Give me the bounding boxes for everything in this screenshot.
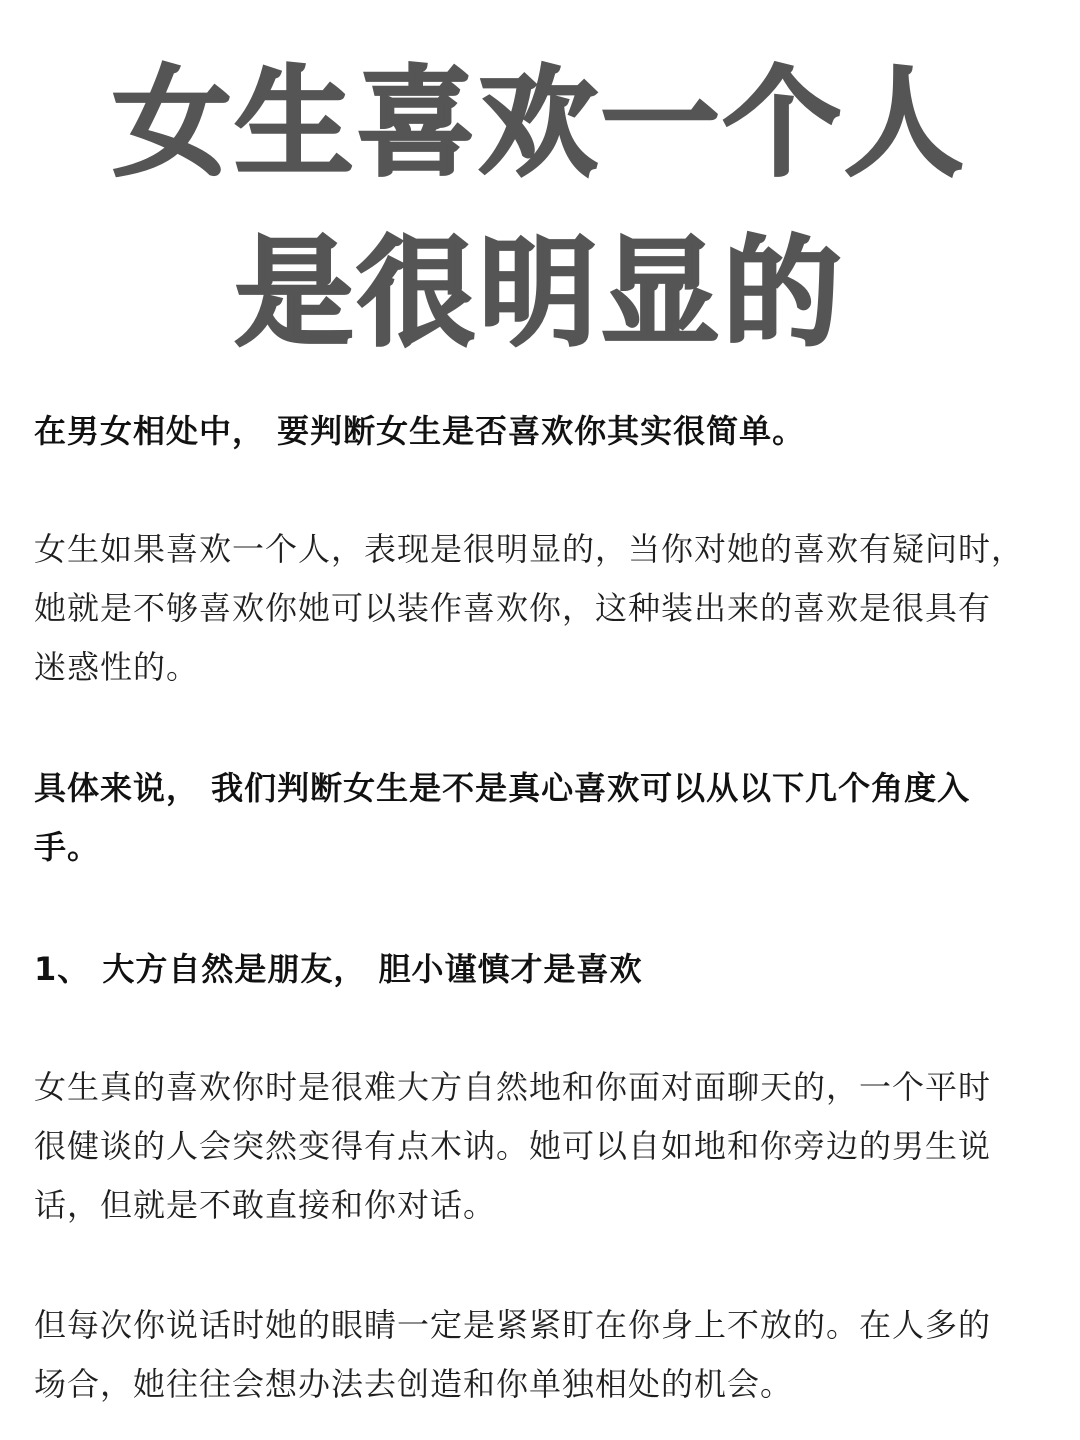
text-line: 很健谈的人会突然变得有点木讷。她可以自如地和你旁边的男生说 [34, 1127, 992, 1165]
title-line-2: 是很明显的 [234, 224, 845, 362]
text-line: 她就是不够喜欢你她可以装作喜欢你，这种装出来的喜欢是很具有 [34, 589, 992, 627]
text-line: 女生如果喜欢一个人，表现是很明显的，当你对她的喜欢有疑问时， [34, 530, 1025, 568]
body-paragraph-1 [34, 520, 1054, 697]
intro-paragraph [34, 402, 1054, 461]
text-line: 迷惑性的。 [34, 648, 200, 686]
section-heading-1 [34, 940, 1054, 999]
text-line: 具体来说， 我们判断女生是不是真心喜欢可以从以下几个角度入 [34, 769, 971, 807]
text-line: 话，但就是不敢直接和你对话。 [34, 1186, 497, 1224]
title-line-1: 女生喜欢一个人 [112, 54, 967, 192]
section-lead-paragraph [34, 759, 1054, 877]
text-line: 女生真的喜欢你时是很难大方自然地和你面对面聊天的，一个平时 [34, 1068, 992, 1106]
text-line: 在男女相处中， 要判断女生是否喜欢你其实很简单。 [34, 412, 806, 450]
text-line: 1、 大方自然是朋友， 胆小谨慎才是喜欢 [34, 950, 643, 988]
text-line: 但每次你说话时她的眼睛一定是紧紧盯在你身上不放的。在人多的 [34, 1306, 992, 1344]
text-line: 手。 [34, 828, 101, 866]
text-line: 场合，她往往会想办法去创造和你单独相处的机会。 [34, 1365, 794, 1403]
body-paragraph-3 [34, 1296, 1054, 1414]
body-paragraph-2 [34, 1058, 1054, 1235]
